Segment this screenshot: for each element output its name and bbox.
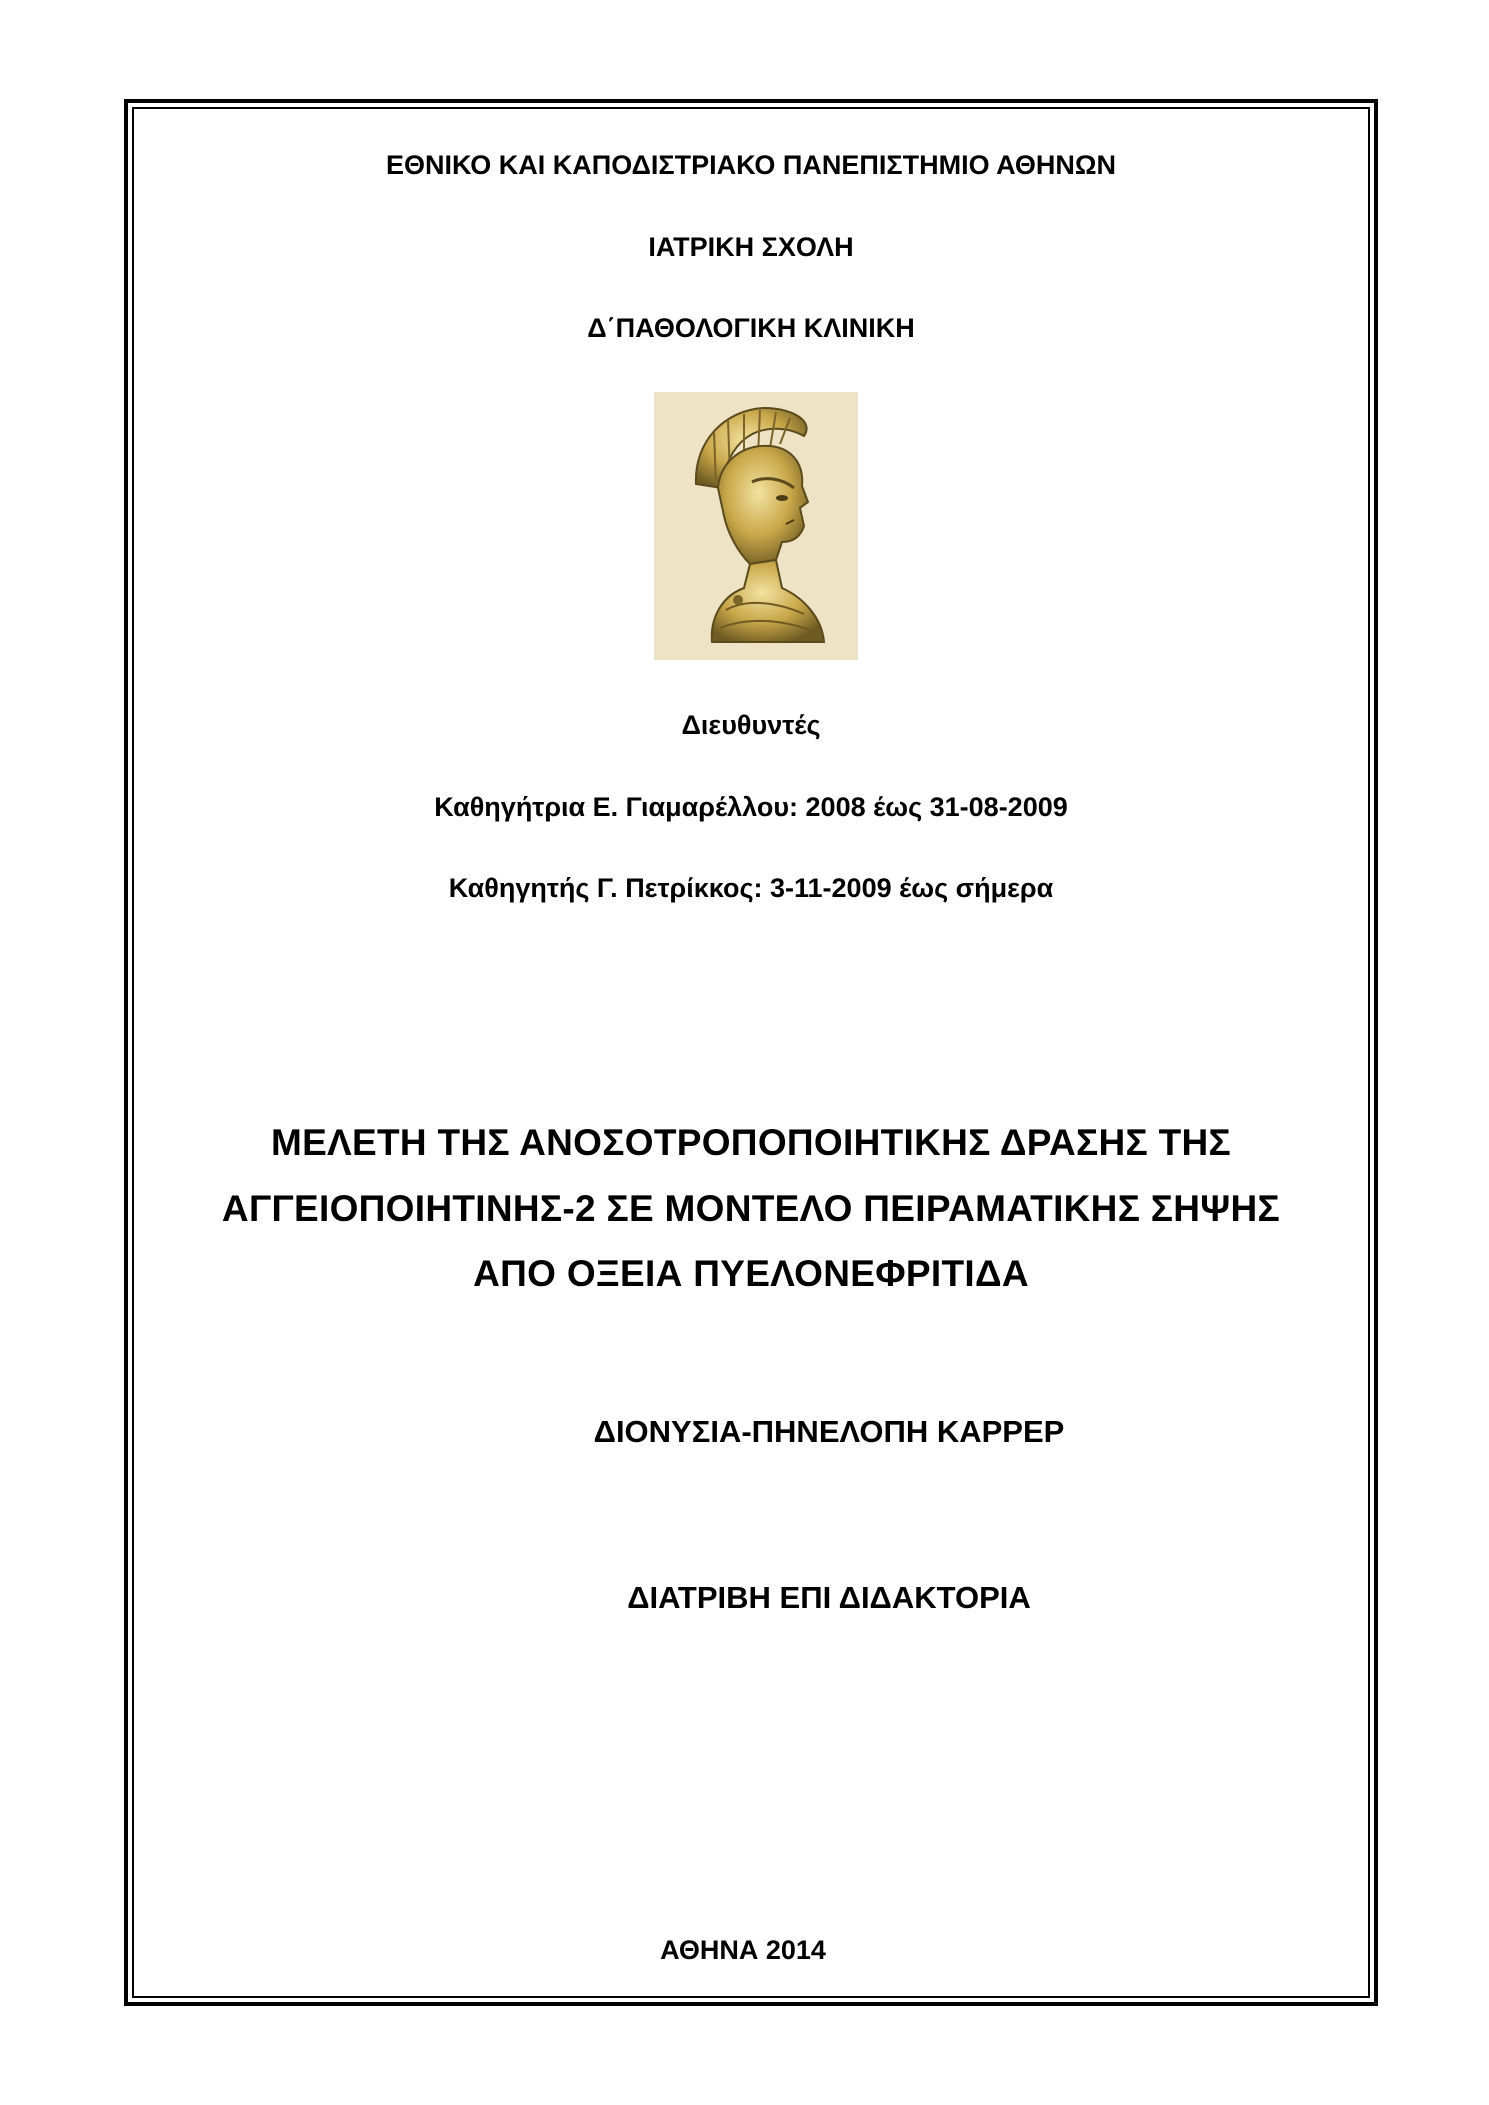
directors-heading: Διευθυντές xyxy=(681,710,821,740)
thesis-title-line-2: ΑΓΓΕΙΟΠΟΙΗΤΙΝΗΣ-2 ΣΕ ΜΟΝΤΕΛΟ ΠΕΙΡΑΜΑΤΙΚΗΣ ΣΗΨΗΣ xyxy=(221,1188,1281,1229)
author-name: ΔΙΟΝΥΣΙΑ-ΠΗΝΕΛΟΠΗ ΚΑΡΡΕΡ xyxy=(593,1414,1065,1449)
university-name: ΕΘΝΙΚΟ ΚΑΙ ΚΑΠΟΔΙΣΤΡΙΑΚΟ ΠΑΝΕΠΙΣΤΗΜΙΟ ΑΘΗΝΩΝ xyxy=(385,150,1117,180)
school-name: ΙΑΤΡΙΚΗ ΣΧΟΛΗ xyxy=(648,232,854,262)
thesis-title-line-1: ΜΕΛΕΤΗ ΤΗΣ ΑΝΟΣΟΤΡΟΠΟΠΟΙΗΤΙΚΗΣ ΔΡΑΣΗΣ ΤΗΣ xyxy=(270,1122,1232,1163)
director-2: Καθηγητής Γ. Πετρίκκος: 3-11-2009 έως σήμερα xyxy=(448,873,1054,903)
athena-head-emblem-icon xyxy=(654,392,858,660)
director-1: Καθηγήτρια Ε. Γιαμαρέλλου: 2008 έως 31-08-2009 xyxy=(434,792,1068,822)
thesis-type: ΔΙΑΤΡΙΒΗ ΕΠΙ ΔΙΔΑΚΤΟΡΙΑ xyxy=(627,1580,1031,1615)
place-year: ΑΘΗΝΑ 2014 xyxy=(660,1935,826,1965)
clinic-name: Δ΄ΠΑΘΟΛΟΓΙΚΗ ΚΛΙΝΙΚΗ xyxy=(587,313,915,343)
page-border-inner xyxy=(132,107,1370,1998)
thesis-title-line-3: ΑΠΟ ΟΞΕΙΑ ΠΥΕΛΟΝΕΦΡΙΤΙΔΑ xyxy=(473,1253,1029,1294)
